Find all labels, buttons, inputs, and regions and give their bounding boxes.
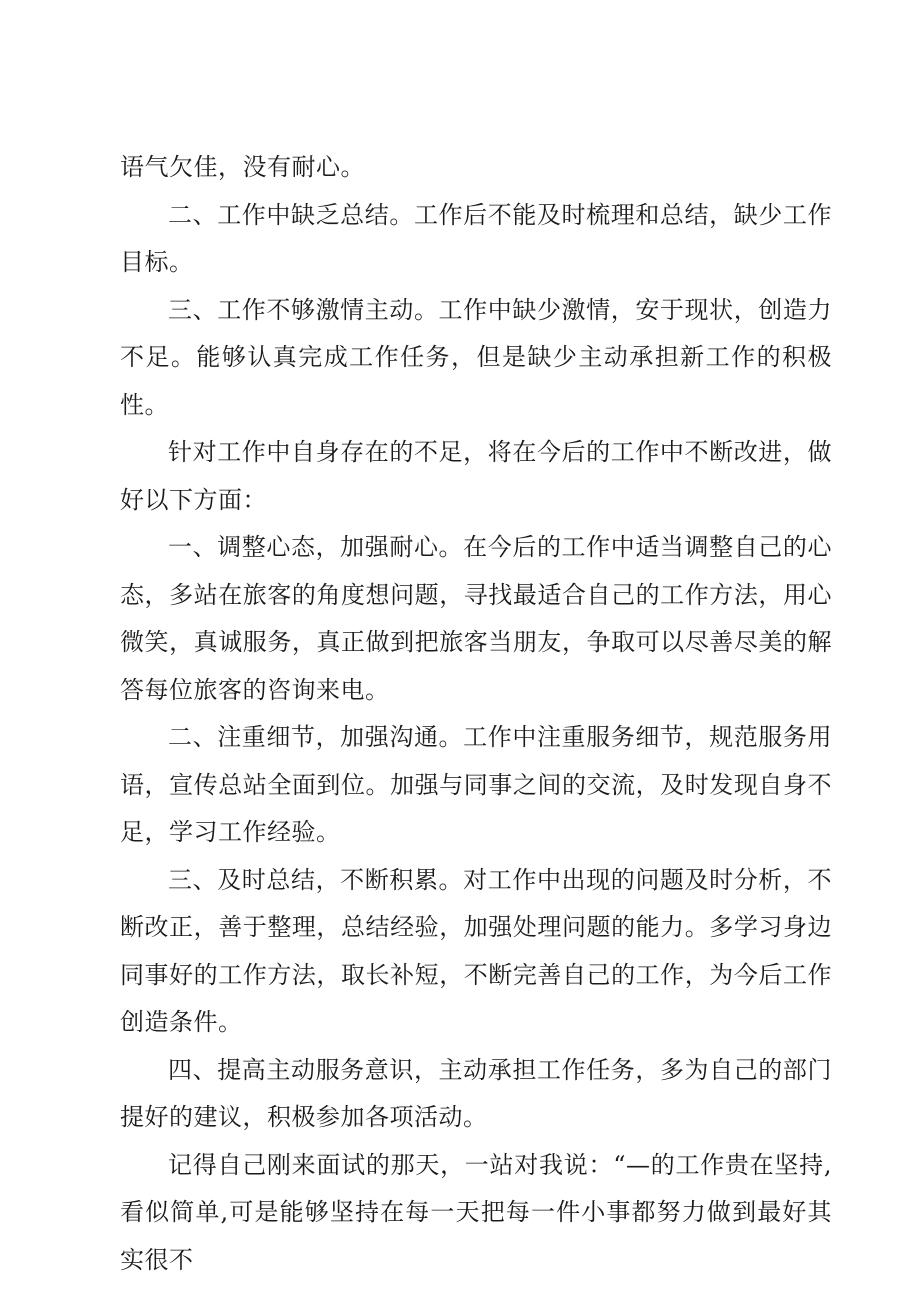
paragraph-adjust-mindset: 一、调整心态，加强耐心。在今后的工作中适当调整自己的心态，多站在旅客的角度想问题，寻找最适合自己的工作方法，用心微笑，真诚服务，真正做到把旅客当朋友，争取可以尽善尽美的解答每位旅客的咨询来电。 [120, 533, 832, 704]
paragraph-details-communication: 二、注重细节，加强沟通。工作中注重服务细节，规范服务用语，宣传总站全面到位。加强与同事之间的交流，及时发现自身不足，学习工作经验。 [120, 723, 832, 846]
paragraph-lack-of-summary: 二、工作中缺乏总结。工作后不能及时梳理和总结，缺少工作目标。 [120, 200, 832, 276]
paragraph-interview-memory: 记得自己刚来面试的那天，一站对我说：“—的工作贵在坚持,看似简单,可是能够坚持在每一天把每一件小事都努力做到最好其实很不 [120, 1150, 832, 1274]
paragraph-service-awareness: 四、提高主动服务意识，主动承担工作任务，多为自己的部门提好的建议，积极参加各项活动。 [120, 1055, 832, 1131]
paragraph-improvement-intro: 针对工作中自身存在的不足，将在今后的工作中不断改进，做好以下方面： [120, 438, 832, 514]
paragraph-summarize-accumulate: 三、及时总结，不断积累。对工作中出现的问题及时分析，不断改正，善于整理，总结经验，加强处理问题的能力。多学习身边同事好的工作方法，取长补短，不断完善自己的工作，为今后工作创造条件。 [120, 865, 832, 1036]
paragraph-continuation: 语气欠佳，没有耐心。 [120, 153, 365, 181]
document-body [120, 144, 832, 1284]
paragraph-lack-of-initiative: 三、工作不够激情主动。工作中缺少激情，安于现状，创造力不足。能够认真完成工作任务，但是缺少主动承担新工作的积极性。 [120, 295, 832, 419]
